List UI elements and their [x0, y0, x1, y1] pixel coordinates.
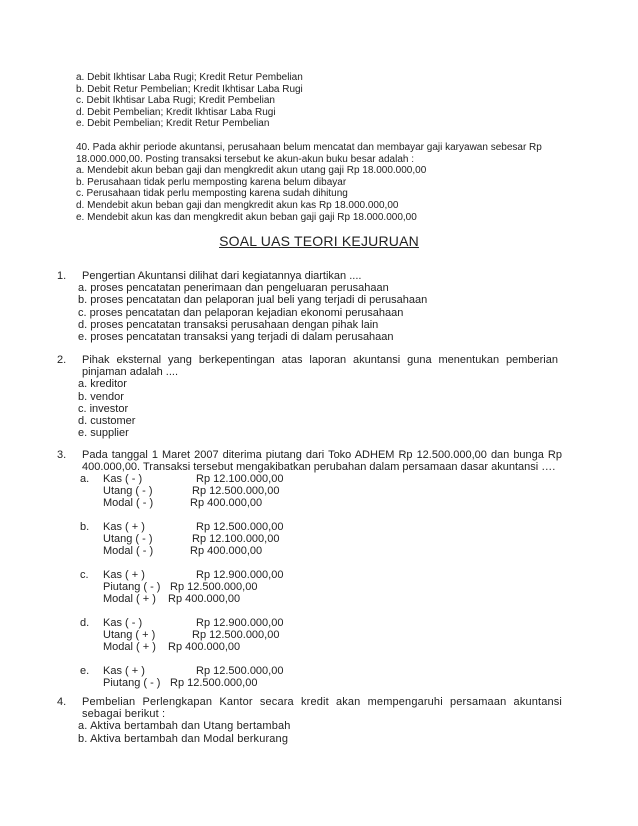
account-value: Rp 12.500.000,00: [170, 581, 258, 593]
account-label: Piutang ( - ): [103, 677, 161, 689]
account-label: Utang ( + ): [103, 629, 156, 641]
question-number: 2.: [57, 354, 67, 366]
option-a: a. kreditor: [78, 378, 127, 391]
question-stem: Pihak eksternal yang berkepentingan atas laporan akuntansi guna menentukan pemberian pinjaman adalah ....: [82, 354, 558, 379]
account-value: Rp 400.000,00: [168, 593, 241, 605]
option-letter: b.: [80, 521, 90, 533]
option-line: d. Mendebit akun beban gaji dan mengkredit akun kas Rp 18.000.000,00: [76, 199, 399, 211]
question-line: 40. Pada akhir periode akuntansi, perusahaan belum mencatat dan membayar gaji karyawan sebesar Rp: [76, 142, 542, 153]
question-number: 1.: [57, 270, 67, 282]
account-value: Rp 12.900.000,00: [196, 569, 284, 581]
option-b: b. proses pencatatan dan pelaporan jual beli yang terjadi di perusahaan: [78, 294, 428, 307]
previous-question-options: [76, 72, 303, 130]
account-value: Rp 12.500.000,00: [196, 665, 284, 677]
option-e: e. supplier: [78, 427, 129, 440]
option-letter: c.: [80, 569, 89, 581]
account-label: Piutang ( - ): [103, 581, 161, 593]
option-line: e. Debit Pembelian; Kredit Retur Pembelian: [76, 118, 270, 130]
account-label: Modal ( + ): [103, 593, 156, 605]
option-e: e. proses pencatatan transaksi yang terjadi di dalam perusahaan: [78, 331, 394, 344]
account-label: Modal ( - ): [103, 545, 154, 557]
option-line: c. Debit Ikhtisar Laba Rugi; Kredit Pembelian: [76, 95, 275, 107]
option-b: b. Aktiva bertambah dan Modal berkurang: [78, 732, 289, 745]
account-label: Utang ( - ): [103, 533, 153, 545]
account-value: Rp 12.500.000,00: [192, 629, 280, 641]
account-value: Rp 400.000,00: [190, 545, 263, 557]
question-stem: Pembelian Perlengkapan Kantor secara kredit akan mempengaruhi persamaan akuntansi sebagai berikut :: [82, 696, 562, 721]
account-value: Rp 12.500.000,00: [170, 677, 258, 689]
option-letter: e.: [80, 665, 90, 677]
account-value: Rp 12.500.000,00: [196, 521, 284, 533]
account-value: Rp 12.100.000,00: [196, 473, 284, 485]
account-label: Kas ( + ): [103, 569, 145, 581]
option-d: d. proses pencatatan transaksi perusahaan dengan pihak lain: [78, 318, 379, 331]
option-line: a. Mendebit akun beban gaji dan mengkredit akun utang gaji Rp 18.000.000,00: [76, 165, 427, 177]
question-number: 4.: [57, 696, 67, 708]
option-letter: a.: [80, 473, 90, 485]
option-c: c. investor: [78, 402, 129, 415]
section-title: SOAL UAS TEORI KEJURUAN: [219, 233, 419, 249]
question-40: [76, 142, 542, 223]
account-label: Kas ( - ): [103, 473, 143, 485]
question-3: [0, 449, 638, 689]
account-label: Kas ( + ): [103, 521, 145, 533]
account-label: Kas ( + ): [103, 665, 145, 677]
option-letter: d.: [80, 617, 90, 629]
account-label: Modal ( - ): [103, 497, 154, 509]
account-label: Utang ( - ): [103, 485, 153, 497]
option-line: b. Perusahaan tidak perlu memposting karena belum dibayar: [76, 176, 347, 188]
account-label: Modal ( + ): [103, 641, 156, 653]
question-line: 18.000.000,00. Posting transaksi tersebut ke akun-akun buku besar adalah :: [76, 153, 415, 165]
option-d: d. customer: [78, 415, 136, 428]
account-value: Rp 400.000,00: [168, 641, 241, 653]
account-value: Rp 400.000,00: [190, 497, 263, 509]
option-a: a. Aktiva bertambah dan Utang bertambah: [78, 720, 291, 733]
account-value: Rp 12.500.000,00: [192, 485, 280, 497]
option-b: b. vendor: [78, 390, 124, 403]
account-value: Rp 12.100.000,00: [192, 533, 280, 545]
question-number: 3.: [57, 449, 67, 461]
question-stem: Pada tanggal 1 Maret 2007 diterima piutang dari Toko ADHEM Rp 12.500.000,00 dan bunga Rp 400.000,00. Transaksi tersebut mengakibatkan perubahan dalam persamaan dasar akuntansi ….: [82, 449, 562, 474]
option-c: c. proses pencatatan dan pelaporan kejadian ekonomi perusahaan: [78, 306, 404, 319]
option-line: a. Debit Ikhtisar Laba Rugi; Kredit Retur Pembelian: [76, 72, 303, 83]
option-a: a. proses pencatatan penerimaan dan pengeluaran perusahaan: [78, 282, 389, 295]
account-value: Rp 12.900.000,00: [196, 617, 284, 629]
account-label: Kas ( - ): [103, 617, 143, 629]
question-stem: Pengertian Akuntansi dilihat dari kegiatannya diartikan ....: [82, 270, 362, 282]
option-line: d. Debit Pembelian; Kredit Ikhtisar Laba Rugi: [76, 106, 276, 118]
option-line: b. Debit Retur Pembelian; Kredit Ikhtisar Laba Rugi: [76, 83, 303, 95]
option-line: e. Mendebit akun kas dan mengkredit akun beban gaji gaji Rp 18.000.000,00: [76, 211, 417, 223]
option-line: c. Perusahaan tidak perlu memposting karena sudah dihitung: [76, 188, 348, 200]
